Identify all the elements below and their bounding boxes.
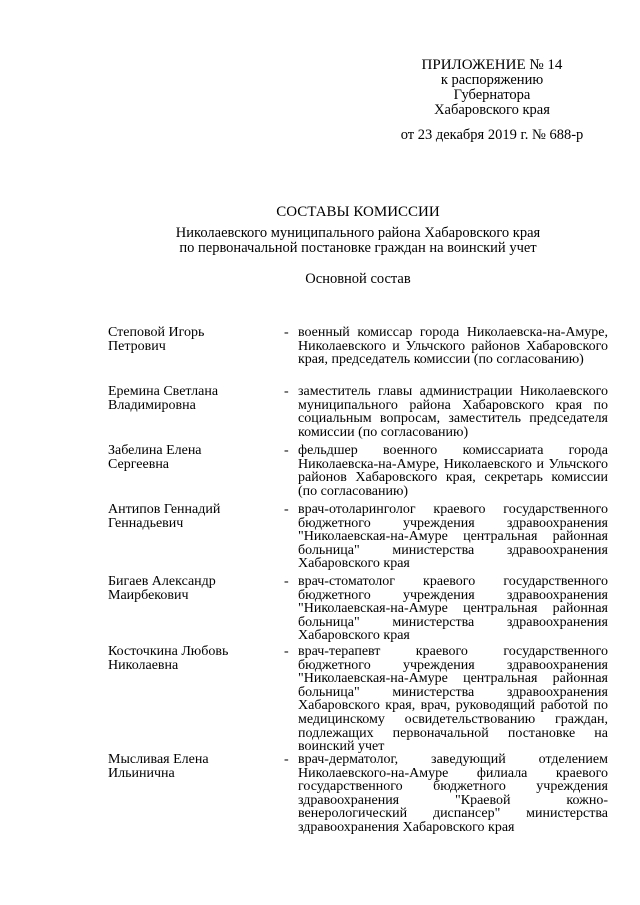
appendix-date: от 23 декабря 2019 г. № 688-р	[400, 127, 584, 143]
member-dash: -	[284, 325, 289, 340]
document-subtitle	[100, 226, 616, 256]
member-name	[108, 385, 284, 439]
member-patronymic: Маирбекович	[108, 587, 189, 603]
member-dash: -	[284, 384, 289, 399]
member-name	[108, 753, 284, 835]
member-patronymic: Владимировна	[108, 397, 196, 413]
member-row	[108, 753, 608, 835]
member-description: врач-отоларинголог краевого государственного бюджетного учреждения здравоохранения "Николаевская-на-Амуре центральная районная больница" министерства здравоохранения Хабаровского края	[298, 502, 608, 572]
member-patronymic: Геннадьевич	[108, 515, 184, 531]
member-surname-given: Степовой Игорь	[108, 325, 205, 340]
document-subtitle-line-2: по первоначальной постановке граждан на воинский учет	[179, 240, 537, 256]
member-description: военный комиссар города Николаевска-на-Амуре, Николаевского и Ульчского районов Хабаровского края, председатель комиссии (по согласованию)	[298, 325, 608, 368]
member-row	[108, 326, 608, 367]
document-title: СОСТАВЫ КОМИССИИ	[276, 204, 440, 220]
member-surname-given: Косточкина Любовь	[108, 644, 229, 659]
member-row	[108, 575, 608, 643]
section-heading: Основной состав	[305, 271, 411, 287]
member-description: врач-терапевт краевого государственного бюджетного учреждения здравоохранения "Николаевская-на-Амуре центральная районная больница" министерства здравоохранения Хабаровского края, врач, руководящий работой по медицинскому освидетельствованию граждан, подлежащих первоначальной постановке на воинский учет	[298, 644, 608, 755]
member-patronymic: Сергеевна	[108, 456, 170, 472]
member-description: фельдшер военного комиссариата города Николаевска-на-Амуре, Николаевского и Ульчского районов Хабаровского края, секретарь комиссии (по согласованию)	[298, 443, 608, 499]
appendix-line-2: Губернатора	[453, 87, 531, 103]
member-surname-given: Антипов Геннадий	[108, 502, 221, 517]
member-dash: -	[284, 644, 289, 659]
member-surname-given: Мысливая Елена	[108, 752, 209, 767]
member-dash: -	[284, 752, 289, 767]
appendix-line-3: Хабаровского края	[434, 102, 550, 118]
appendix-line-1: к распоряжению	[440, 72, 544, 88]
member-name	[108, 575, 284, 643]
member-dash: -	[284, 443, 289, 458]
member-name	[108, 645, 284, 754]
member-name	[108, 503, 284, 571]
member-description: врач-дерматолог, заведующий отделением Николаевского-на-Амуре филиала краевого государственного бюджетного учреждения здравоохранения "Краевой кожно-венерологический диспансер" министерства здравоохранения Хабаровского края	[298, 752, 608, 835]
member-patronymic: Николаевна	[108, 657, 179, 673]
member-patronymic: Петрович	[108, 338, 166, 354]
member-row	[108, 645, 608, 754]
appendix-title: ПРИЛОЖЕНИЕ № 14	[421, 57, 563, 73]
member-description: заместитель главы администрации Николаевского муниципального района Хабаровского края по социальным вопросам, заместитель председателя комиссии (по согласованию)	[298, 384, 608, 440]
document-subtitle-line-1: Николаевского муниципального района Хабаровского края	[175, 225, 541, 241]
member-name	[108, 444, 284, 498]
member-row	[108, 444, 608, 498]
member-surname-given: Забелина Елена	[108, 443, 202, 458]
member-row	[108, 503, 608, 571]
member-name	[108, 326, 284, 367]
member-description: врач-стоматолог краевого государственного бюджетного учреждения здравоохранения "Николаевская-на-Амуре центральная районная больница" министерства здравоохранения Хабаровского края	[298, 574, 608, 644]
member-surname-given: Бигаев Александр	[108, 574, 216, 589]
member-surname-given: Еремина Светлана	[108, 384, 219, 399]
appendix-block	[380, 58, 604, 143]
member-dash: -	[284, 574, 289, 589]
member-row	[108, 385, 608, 439]
member-patronymic: Ильинична	[108, 765, 175, 781]
member-dash: -	[284, 502, 289, 517]
